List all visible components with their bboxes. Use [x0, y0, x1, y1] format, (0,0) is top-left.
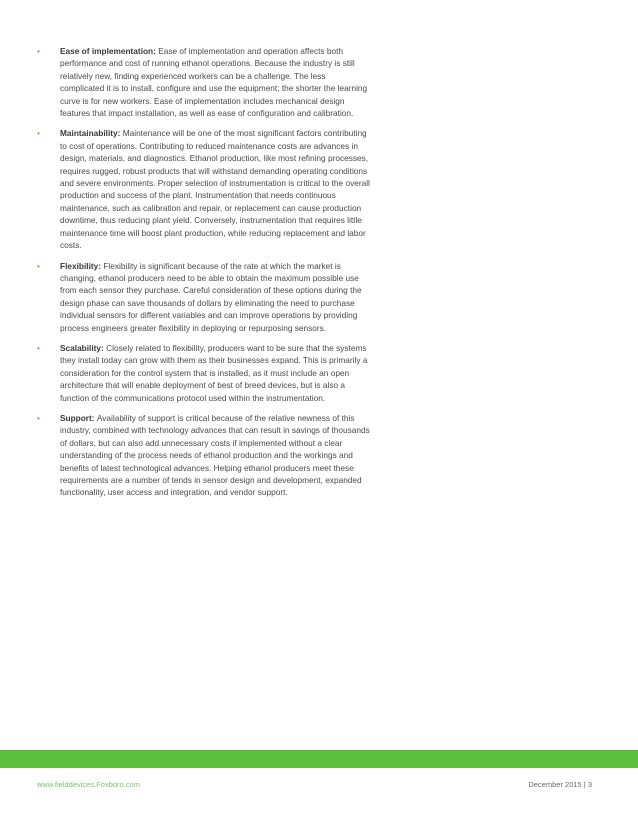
bullet-maintainability: [37, 127, 372, 251]
bullet-text: Ease of implementation and operation affects both performance and cost of running ethanol operations. Because the industry is still relatively new, finding experienced workers can be a challenge. The less complicated it is to install, configure and use the equipment; the shorter the learning curve is for new workers. Ease of implementation includes mechanical design features that impact installation, as well as ease of configuration and calibration.: [60, 46, 368, 119]
bullet-text: Flexibility is significant because of the rate at which the market is changing, ethanol producers need to be able to obtain the maximum possible use from each sensor they purchase. Careful consideration of these options during the design phase can save thousands of dollars by eliminating the need to purchase individual sensors for different variables and can improve operations by providing process engineers greater flexibility in deploying or repurposing sensors.: [60, 260, 362, 333]
bullet-icon: •: [37, 128, 40, 139]
bullet-term: Scalability:: [60, 342, 107, 353]
bullet-support: [37, 412, 372, 499]
bullet-ease-of-implementation: [37, 45, 372, 119]
bullet-term: Support:: [60, 412, 97, 423]
bullet-text: Availability of support is critical because of the relative newness of this industry, combined with technology advances that can result in savings of thousands of dollars, but can also add unnecessary costs if implemented without a clear understanding of the process needs of ethanol production and the workings and benefits of latest technological advances. Helping ethanol producers meet these requirements are a number of tends in sensor design and development, expanded functionality, user access and integration, and vendor support.: [60, 412, 370, 498]
bullet-flexibility: [37, 260, 372, 334]
bullet-text: Maintenance will be one of the most significant factors contributing to cost of operations. Contributing to reduced maintenance costs are advances in design, materials, and diagnostics. Ethanol production, like most refining processes, requires rugged, robust products that will withstand demanding operating conditions and severe environments. Proper selection of instrumentation is critical to the overall production and success of the plant. Instrumentation that needs continuous maintenance, such as calibration and repair, or replacement can cause production downtime, thus reducing plant yield. Conversely, instrumentation that requires little maintenance time will boost plant production, while reducing replacement and labor costs.: [60, 128, 370, 251]
bullet-term: Ease of implementation:: [60, 46, 159, 56]
bullet-icon: •: [37, 260, 40, 271]
bullet-list: [37, 45, 372, 499]
bullet-icon: •: [37, 342, 40, 353]
footer-website-link[interactable]: www.fielddevices.Foxboro.com: [37, 780, 140, 789]
bullet-text: Closely related to flexibility, producers want to be sure that the systems they install today can grow with them as their businesses expand. This is primarily a consideration for the control system that is installed, as it must include an open architecture that will enable deployment of best of breed devices, but is also a function of the communications protocol used within the instrumentation.: [60, 342, 368, 403]
document-body: [37, 45, 372, 507]
bullet-term: Flexibility:: [60, 260, 104, 271]
footer-page-info: December 2015 | 3: [528, 780, 592, 789]
bullet-term: Maintainability:: [60, 128, 123, 139]
bullet-icon: •: [37, 412, 40, 423]
footer-accent-bar: [0, 750, 638, 768]
bullet-icon: •: [37, 46, 40, 56]
bullet-scalability: [37, 342, 372, 404]
